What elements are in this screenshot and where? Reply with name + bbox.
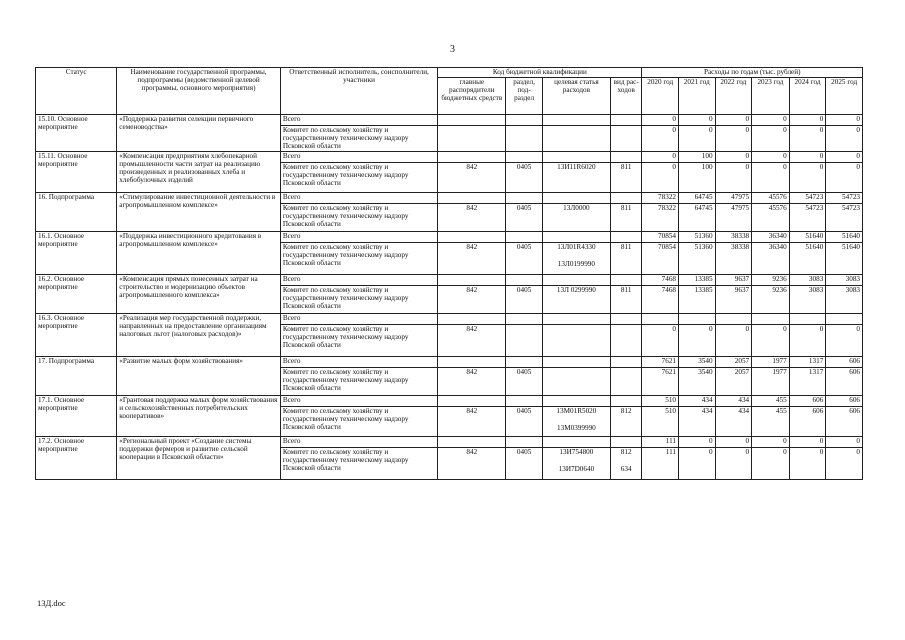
- type-code: 812: [620, 448, 632, 456]
- total-value: 36340: [752, 232, 790, 243]
- empty-cell: [506, 396, 543, 407]
- header-year: 2020 год: [642, 78, 679, 115]
- total-value: 455: [752, 396, 790, 407]
- row-executor: Комитет по сельскому хозяйству и государственному техническому надзору Псковской области: [280, 448, 437, 480]
- row-grbs: 842: [438, 448, 506, 480]
- exec-value: 3540: [679, 368, 716, 396]
- total-value: 510: [642, 396, 679, 407]
- exec-value: 38338: [715, 243, 752, 275]
- empty-cell: [610, 193, 642, 204]
- row-grbs: 842: [438, 407, 506, 437]
- total-label: Всего: [280, 232, 437, 243]
- empty-cell: [506, 232, 543, 243]
- total-value: 0: [752, 437, 790, 448]
- table-row: [36, 314, 863, 325]
- total-label: Всего: [280, 115, 437, 126]
- exec-value: 3083: [789, 286, 826, 314]
- total-value: 0: [752, 115, 790, 126]
- header-executor: Ответственный исполнитель, соисполнители, участники: [280, 68, 437, 115]
- row-section: 0405: [506, 204, 543, 232]
- row-status: 15.11. Основное мероприятие: [36, 152, 117, 193]
- row-name: «Поддержка развития селекции первичного семеноводства»: [117, 115, 281, 152]
- row-name: «Развитие малых форм хозяйствования»: [117, 357, 281, 396]
- row-status: 16.1. Основное мероприятие: [36, 232, 117, 275]
- exec-value: 70854: [642, 243, 679, 275]
- table-row: [36, 232, 863, 243]
- total-value: 434: [679, 396, 716, 407]
- exec-value: 0: [826, 126, 863, 152]
- type-code: 811: [620, 286, 632, 294]
- exec-value: 0: [715, 325, 752, 357]
- total-label: Всего: [280, 193, 437, 204]
- row-target: [542, 407, 610, 437]
- empty-cell: [542, 152, 610, 163]
- total-value: 9637: [715, 275, 752, 286]
- empty-cell: [542, 314, 610, 325]
- table-row: [36, 437, 863, 448]
- row-name: «Региональный проект «Создание системы поддержки фермеров и развитие сельской кооперации в Псковской области»: [117, 437, 281, 480]
- total-value: [789, 314, 826, 325]
- row-status: 16. Подпрограмма: [36, 193, 117, 232]
- exec-value: 0: [752, 126, 790, 152]
- empty-cell: [438, 357, 506, 368]
- header-year: 2021 год: [679, 78, 716, 115]
- row-status: 16.2. Основное мероприятие: [36, 275, 117, 314]
- exec-value: 0: [679, 126, 716, 152]
- target-code: 13М0399990: [557, 424, 596, 433]
- empty-cell: [610, 152, 642, 163]
- header-status: Статус: [36, 68, 117, 115]
- header-type: вид рас-ходов: [610, 78, 642, 115]
- total-value: 0: [715, 152, 752, 163]
- empty-cell: [438, 115, 506, 126]
- exec-value: 510: [642, 407, 679, 437]
- empty-cell: [438, 396, 506, 407]
- exec-value: 0: [789, 325, 826, 357]
- exec-value: 1977: [752, 368, 790, 396]
- exec-value: 100: [679, 163, 716, 193]
- total-value: 0: [789, 115, 826, 126]
- exec-value: 1317: [789, 368, 826, 396]
- empty-cell: [506, 437, 543, 448]
- target-code: 13И11R6020: [557, 163, 596, 171]
- exec-value: 13385: [679, 286, 716, 314]
- header-year: 2024 год: [789, 78, 826, 115]
- target-code: 13Л 0299990: [556, 286, 596, 294]
- exec-value: 51360: [679, 243, 716, 275]
- empty-cell: [506, 115, 543, 126]
- row-grbs: 842: [438, 243, 506, 275]
- exec-value: 111: [642, 448, 679, 480]
- total-value: 45576: [752, 193, 790, 204]
- total-value: 111: [642, 437, 679, 448]
- row-type: [610, 243, 642, 275]
- total-value: 0: [826, 115, 863, 126]
- empty-cell: [438, 193, 506, 204]
- empty-cell: [506, 152, 543, 163]
- row-grbs: 842: [438, 163, 506, 193]
- empty-cell: [610, 357, 642, 368]
- empty-cell: [610, 314, 642, 325]
- exec-value: 434: [679, 407, 716, 437]
- total-value: 3083: [826, 275, 863, 286]
- row-grbs: 842: [438, 325, 506, 357]
- row-grbs: 842: [438, 204, 506, 232]
- header-year: 2025 год: [826, 78, 863, 115]
- exec-value: 0: [642, 163, 679, 193]
- row-target: [542, 204, 610, 232]
- table-row: [36, 357, 863, 368]
- empty-cell: [610, 232, 642, 243]
- empty-cell: [438, 152, 506, 163]
- exec-value: 7621: [642, 368, 679, 396]
- total-value: 47975: [715, 193, 752, 204]
- total-value: [679, 314, 716, 325]
- total-value: 606: [826, 396, 863, 407]
- exec-value: 0: [715, 163, 752, 193]
- exec-value: 2057: [715, 368, 752, 396]
- total-value: 0: [715, 115, 752, 126]
- exec-value: 0: [826, 163, 863, 193]
- total-value: 1977: [752, 357, 790, 368]
- row-section: 0405: [506, 368, 543, 396]
- exec-value: 36340: [752, 243, 790, 275]
- row-executor: Комитет по сельскому хозяйству и государственному техническому надзору Псковской области: [280, 407, 437, 437]
- row-type: [610, 325, 642, 357]
- exec-value: 0: [826, 448, 863, 480]
- table-body: [36, 115, 863, 480]
- exec-value: 0: [789, 163, 826, 193]
- row-section: 0405: [506, 243, 543, 275]
- row-type: [610, 368, 642, 396]
- empty-cell: [438, 314, 506, 325]
- header-target: целевая статья расходов: [542, 78, 610, 115]
- header-year: 2022 год: [715, 78, 752, 115]
- exec-value: 0: [715, 126, 752, 152]
- row-status: 17.1. Основное мероприятие: [36, 396, 117, 437]
- header-budget-code: Код бюджетной квалификации: [438, 68, 642, 78]
- row-status: 16.3. Основное мероприятие: [36, 314, 117, 357]
- total-value: 606: [826, 357, 863, 368]
- table-row: [36, 275, 863, 286]
- total-label: Всего: [280, 357, 437, 368]
- row-section: 0405: [506, 448, 543, 480]
- empty-cell: [542, 193, 610, 204]
- row-type: [610, 204, 642, 232]
- empty-cell: [506, 357, 543, 368]
- footer-filename: 13Д.doc: [37, 598, 66, 608]
- total-value: 0: [642, 115, 679, 126]
- exec-value: 7468: [642, 286, 679, 314]
- type-code: 812: [620, 407, 632, 415]
- total-value: 100: [679, 152, 716, 163]
- total-value: 0: [752, 152, 790, 163]
- row-executor: Комитет по сельскому хозяйству и государственному техническому надзору Псковской области: [280, 368, 437, 396]
- row-status: 17. Подпрограмма: [36, 357, 117, 396]
- total-label: Всего: [280, 275, 437, 286]
- exec-value: 78322: [642, 204, 679, 232]
- table-row: [36, 152, 863, 163]
- total-value: 434: [715, 396, 752, 407]
- exec-value: 0: [642, 126, 679, 152]
- total-value: [715, 314, 752, 325]
- total-value: [826, 314, 863, 325]
- total-value: 0: [789, 437, 826, 448]
- row-section: 0405: [506, 286, 543, 314]
- total-value: 9236: [752, 275, 790, 286]
- empty-cell: [438, 275, 506, 286]
- total-value: 54723: [826, 193, 863, 204]
- exec-value: 0: [752, 325, 790, 357]
- exec-value: 51640: [789, 243, 826, 275]
- total-value: 0: [679, 115, 716, 126]
- row-type: [610, 163, 642, 193]
- row-status: 15.10. Основное мероприятие: [36, 115, 117, 152]
- row-name: «Компенсация предприятиям хлебопекарной промышленности части затрат на реализацию произведенных и реализованных хлеба и хлебобулочных изделий: [117, 152, 281, 193]
- total-value: 0: [826, 437, 863, 448]
- empty-cell: [542, 275, 610, 286]
- row-target: [542, 126, 610, 152]
- target-code: 13И754800: [559, 448, 594, 456]
- empty-cell: [438, 437, 506, 448]
- header-section: раздел, под-раздел: [506, 78, 543, 115]
- exec-value: 51640: [826, 243, 863, 275]
- total-value: 0: [679, 437, 716, 448]
- empty-cell: [610, 396, 642, 407]
- target-code: 13Л01R4330: [557, 243, 596, 251]
- exec-value: 0: [679, 325, 716, 357]
- row-type: [610, 448, 642, 480]
- total-value: 0: [789, 152, 826, 163]
- target-code: 13Л0199990: [557, 260, 595, 269]
- row-section: [506, 126, 543, 152]
- total-label: Всего: [280, 437, 437, 448]
- type-code: 811: [620, 204, 632, 212]
- empty-cell: [610, 437, 642, 448]
- row-name: «Реализация мер государственной поддержки, направленных на предоставление организациям налоговых льгот (налоговых расходов)»: [117, 314, 281, 357]
- total-value: 64745: [679, 193, 716, 204]
- exec-value: 0: [789, 448, 826, 480]
- row-status: 17.2. Основное мероприятие: [36, 437, 117, 480]
- row-target: [542, 163, 610, 193]
- row-name: «Компенсация прямых понесенных затрат на строительство и модернизацию объектов агропромышленного комплекса»: [117, 275, 281, 314]
- row-name: «Стимулирование инвестиционной деятельности в агропромышленном комплексе»: [117, 193, 281, 232]
- header-name: Наименование государственной программы, подпрограммы (ведомственной целевой программы, основного мероприятия): [117, 68, 281, 115]
- header-expenses: Расходы по годам (тыс. рублей): [642, 68, 863, 78]
- row-executor: Комитет по сельскому хозяйству и государственному техническому надзору Псковской области: [280, 163, 437, 193]
- row-target: [542, 286, 610, 314]
- exec-value: 606: [826, 407, 863, 437]
- empty-cell: [506, 275, 543, 286]
- exec-value: 47975: [715, 204, 752, 232]
- exec-value: 0: [642, 325, 679, 357]
- total-value: [752, 314, 790, 325]
- row-target: [542, 243, 610, 275]
- exec-value: 0: [789, 126, 826, 152]
- empty-cell: [610, 115, 642, 126]
- empty-cell: [438, 232, 506, 243]
- exec-value: 606: [789, 407, 826, 437]
- total-value: 0: [715, 437, 752, 448]
- exec-value: 0: [752, 163, 790, 193]
- row-target: [542, 368, 610, 396]
- empty-cell: [542, 396, 610, 407]
- exec-value: 0: [715, 448, 752, 480]
- total-value: 38338: [715, 232, 752, 243]
- total-value: 606: [789, 396, 826, 407]
- total-value: 70854: [642, 232, 679, 243]
- empty-cell: [542, 437, 610, 448]
- total-value: 3083: [789, 275, 826, 286]
- total-value: 51640: [789, 232, 826, 243]
- empty-cell: [542, 232, 610, 243]
- header-grbs: главные распорядители бюджетных средств: [438, 78, 506, 115]
- row-name: «Грантовая поддержка малых форм хозяйствования и сельскохозяйственных потребительских кооперативов»: [117, 396, 281, 437]
- type-code: 811: [620, 163, 632, 171]
- total-label: Всего: [280, 396, 437, 407]
- exec-value: 0: [826, 325, 863, 357]
- table-row: [36, 193, 863, 204]
- total-value: 51360: [679, 232, 716, 243]
- target-code: 13И7D0640: [558, 465, 595, 474]
- total-value: [642, 314, 679, 325]
- row-executor: Комитет по сельскому хозяйству и государственному техническому надзору Псковской области: [280, 126, 437, 152]
- row-executor: Комитет по сельскому хозяйству и государственному техническому надзору Псковской области: [280, 204, 437, 232]
- type-code: 634: [620, 465, 632, 474]
- row-grbs: 842: [438, 286, 506, 314]
- table-row: [36, 115, 863, 126]
- row-target: [542, 448, 610, 480]
- row-target: [542, 325, 610, 357]
- table-row: [36, 396, 863, 407]
- total-value: 13385: [679, 275, 716, 286]
- exec-value: 0: [752, 448, 790, 480]
- total-value: 2057: [715, 357, 752, 368]
- row-executor: Комитет по сельскому хозяйству и государственному техническому надзору Псковской области: [280, 243, 437, 275]
- row-grbs: 842: [438, 368, 506, 396]
- total-value: 3540: [679, 357, 716, 368]
- empty-cell: [542, 115, 610, 126]
- row-section: [506, 325, 543, 357]
- exec-value: 54723: [789, 204, 826, 232]
- exec-value: 54723: [826, 204, 863, 232]
- exec-value: 45576: [752, 204, 790, 232]
- exec-value: 434: [715, 407, 752, 437]
- empty-cell: [542, 357, 610, 368]
- budget-table: [35, 67, 863, 480]
- row-executor: Комитет по сельскому хозяйству и государственному техническому надзору Псковской области: [280, 325, 437, 357]
- exec-value: 9637: [715, 286, 752, 314]
- total-value: 78322: [642, 193, 679, 204]
- row-type: [610, 286, 642, 314]
- target-code: 13М01R5020: [556, 407, 597, 415]
- total-label: Всего: [280, 314, 437, 325]
- total-label: Всего: [280, 152, 437, 163]
- exec-value: 64745: [679, 204, 716, 232]
- total-value: 54723: [789, 193, 826, 204]
- empty-cell: [506, 314, 543, 325]
- total-value: 1317: [789, 357, 826, 368]
- row-type: [610, 407, 642, 437]
- row-section: 0405: [506, 407, 543, 437]
- exec-value: 455: [752, 407, 790, 437]
- empty-cell: [506, 193, 543, 204]
- empty-cell: [610, 275, 642, 286]
- page-number: 3: [450, 44, 455, 55]
- exec-value: 9236: [752, 286, 790, 314]
- row-executor: Комитет по сельскому хозяйству и государственному техническому надзору Псковской области: [280, 286, 437, 314]
- type-code: 811: [620, 243, 632, 251]
- target-code: 13Л0000: [563, 204, 590, 212]
- header-year: 2023 год: [752, 78, 790, 115]
- total-value: 7468: [642, 275, 679, 286]
- total-value: 0: [642, 152, 679, 163]
- row-grbs: [438, 126, 506, 152]
- exec-value: 606: [826, 368, 863, 396]
- row-name: «Поддержка инвестиционного кредитования в агропромышленном комплексе»: [117, 232, 281, 275]
- total-value: 7621: [642, 357, 679, 368]
- row-type: [610, 126, 642, 152]
- exec-value: 3083: [826, 286, 863, 314]
- total-value: 51640: [826, 232, 863, 243]
- total-value: 0: [826, 152, 863, 163]
- row-section: 0405: [506, 163, 543, 193]
- exec-value: 0: [679, 448, 716, 480]
